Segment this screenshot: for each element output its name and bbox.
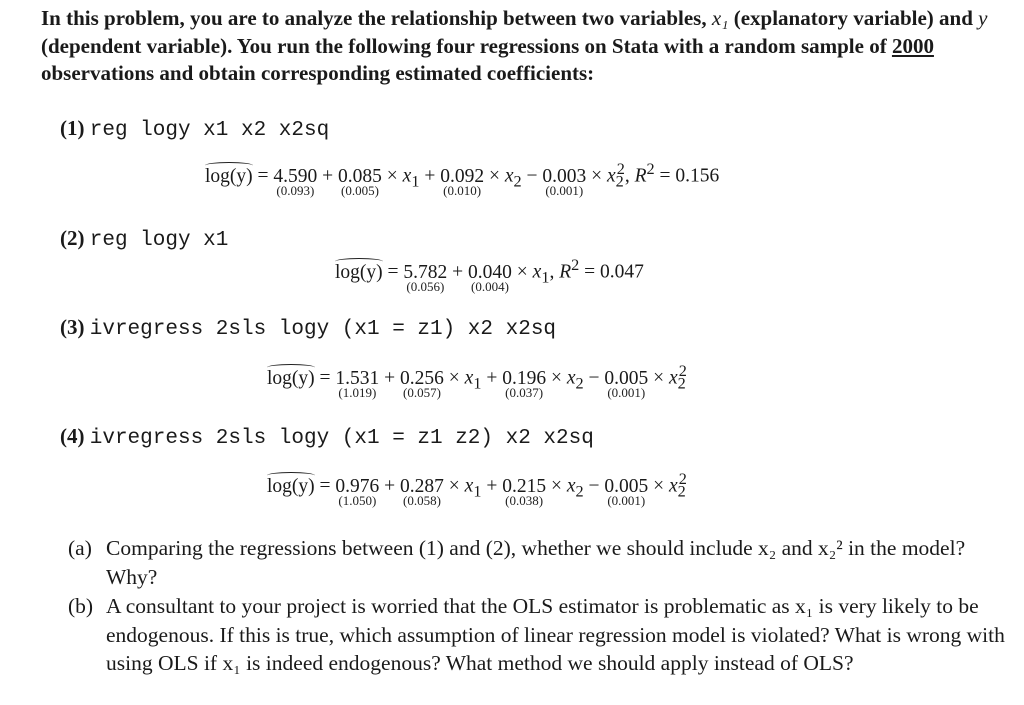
se-x1: (0.058) [403, 492, 441, 508]
regression-1-stata: reg logy x1 x2 x2sq [89, 119, 330, 142]
regression-2-label: (2) [60, 226, 85, 250]
intro-text-2: (explanatory variable) and [728, 6, 979, 30]
coef-x2sq: 0.003 [542, 165, 587, 187]
intro-text-4: observations and obtain corresponding estimated coefficients: [41, 61, 595, 85]
se-x1: (0.005) [341, 182, 379, 198]
coef-x1: 0.085 [338, 165, 382, 187]
lhs-log-y: log(y) [267, 475, 315, 497]
se-intercept: (0.093) [276, 182, 315, 198]
se-x2sq: (0.001) [607, 384, 646, 400]
regression-1-equation: log(y) = 4.590 (0.093) + 0.085 (0.005) × $x_1 + 0.092$ (0.010) × $x_2 - 0.003$ (0.001) × $x_2^2$, $R^2 = 0.156$ [205, 160, 720, 198]
se-x1: (0.004) [471, 278, 509, 294]
regression-1-label: (1) [60, 116, 85, 140]
intro-var-x1: x₁ [711, 6, 729, 30]
question-a-label: (a) [68, 536, 92, 560]
coef-intercept: 0.976 [335, 475, 380, 497]
se-x2sq: (0.001) [545, 182, 584, 198]
regression-2-stata: reg logy x1 [89, 229, 229, 252]
regression-3-stata: ivregress 2sls logy (x1 = z1) x2 x2sq [89, 318, 557, 341]
coef-x1: 0.040 [468, 261, 512, 283]
question-a-text: Comparing the regressions between (1) and (2), whether we should include x₂ and x₂² in the model? Why? [106, 536, 966, 589]
question-b-text: A consultant to your project is worried that the OLS estimator is problematic as x₁ is very likely to be endogenous. If this is true, which assumption of linear regression model is violated? What is wrong with using OLS if x₁ is indeed endogenous? What method we should apply instead of OLS? [106, 594, 1005, 675]
coef-x2: 0.215 [502, 475, 547, 497]
lhs-log-y: log(y) [267, 367, 315, 389]
regression-3-equation: log(y) = 1.531 (1.019) + 0.256 (0.057) × $x_1 + 0.196$ (0.037) × $x_2 - 0.005$ (0.001) × $x_2^2$ [267, 362, 687, 400]
lhs-log-y: log(y) [335, 261, 383, 283]
regression-1-command [60, 116, 329, 142]
regression-4-command [60, 424, 594, 450]
se-intercept: (0.056) [406, 278, 445, 294]
problem-intro [41, 5, 1001, 88]
sample-size: 2000 [891, 33, 934, 58]
coef-intercept: 4.590 [273, 165, 318, 187]
lhs-log-y: log(y) [205, 165, 253, 187]
se-x2: (0.038) [505, 492, 544, 508]
regression-2-equation: log(y) = 5.782 (0.056) + 0.040 (0.004) × $x_1$, $R^2 = 0.047$ [335, 256, 644, 294]
regression-2-command [60, 226, 228, 252]
se-intercept: (1.050) [338, 492, 377, 508]
r-squared: 0.047 [599, 261, 644, 283]
question-b-label: (b) [68, 594, 94, 618]
coef-x1: 0.256 [400, 367, 444, 389]
r-squared: 0.156 [675, 165, 720, 187]
se-x1: (0.057) [403, 384, 441, 400]
coef-x2sq: 0.005 [604, 367, 649, 389]
intro-text-3: (dependent variable). You run the following four regressions on Stata with a random sample of [41, 33, 892, 58]
intro-var-y: y [978, 6, 988, 30]
se-x2: (0.037) [505, 384, 544, 400]
coef-x1: 0.287 [400, 475, 444, 497]
regression-4-equation: log(y) = 0.976 (1.050) + 0.287 (0.058) × $x_1 + 0.215$ (0.038) × $x_2 - 0.005$ (0.001) × $x_2^2$ [267, 470, 687, 508]
regression-3-command [60, 315, 556, 341]
se-intercept: (1.019) [338, 384, 377, 400]
regression-4-stata: ivregress 2sls logy (x1 = z1 z2) x2 x2sq [89, 427, 594, 450]
coef-x2: 0.092 [440, 165, 485, 187]
question-b [68, 592, 1008, 678]
coef-x2sq: 0.005 [604, 475, 649, 497]
regression-3-label: (3) [60, 315, 85, 339]
se-x2: (0.010) [443, 182, 482, 198]
intro-text-1: In this problem, you are to analyze the relationship between two variables, [41, 6, 712, 30]
se-x2sq: (0.001) [607, 492, 646, 508]
coef-intercept: 1.531 [335, 367, 380, 389]
coef-intercept: 5.782 [403, 261, 448, 283]
question-a [68, 534, 1008, 591]
coef-x2: 0.196 [502, 367, 547, 389]
regression-4-label: (4) [60, 424, 85, 448]
